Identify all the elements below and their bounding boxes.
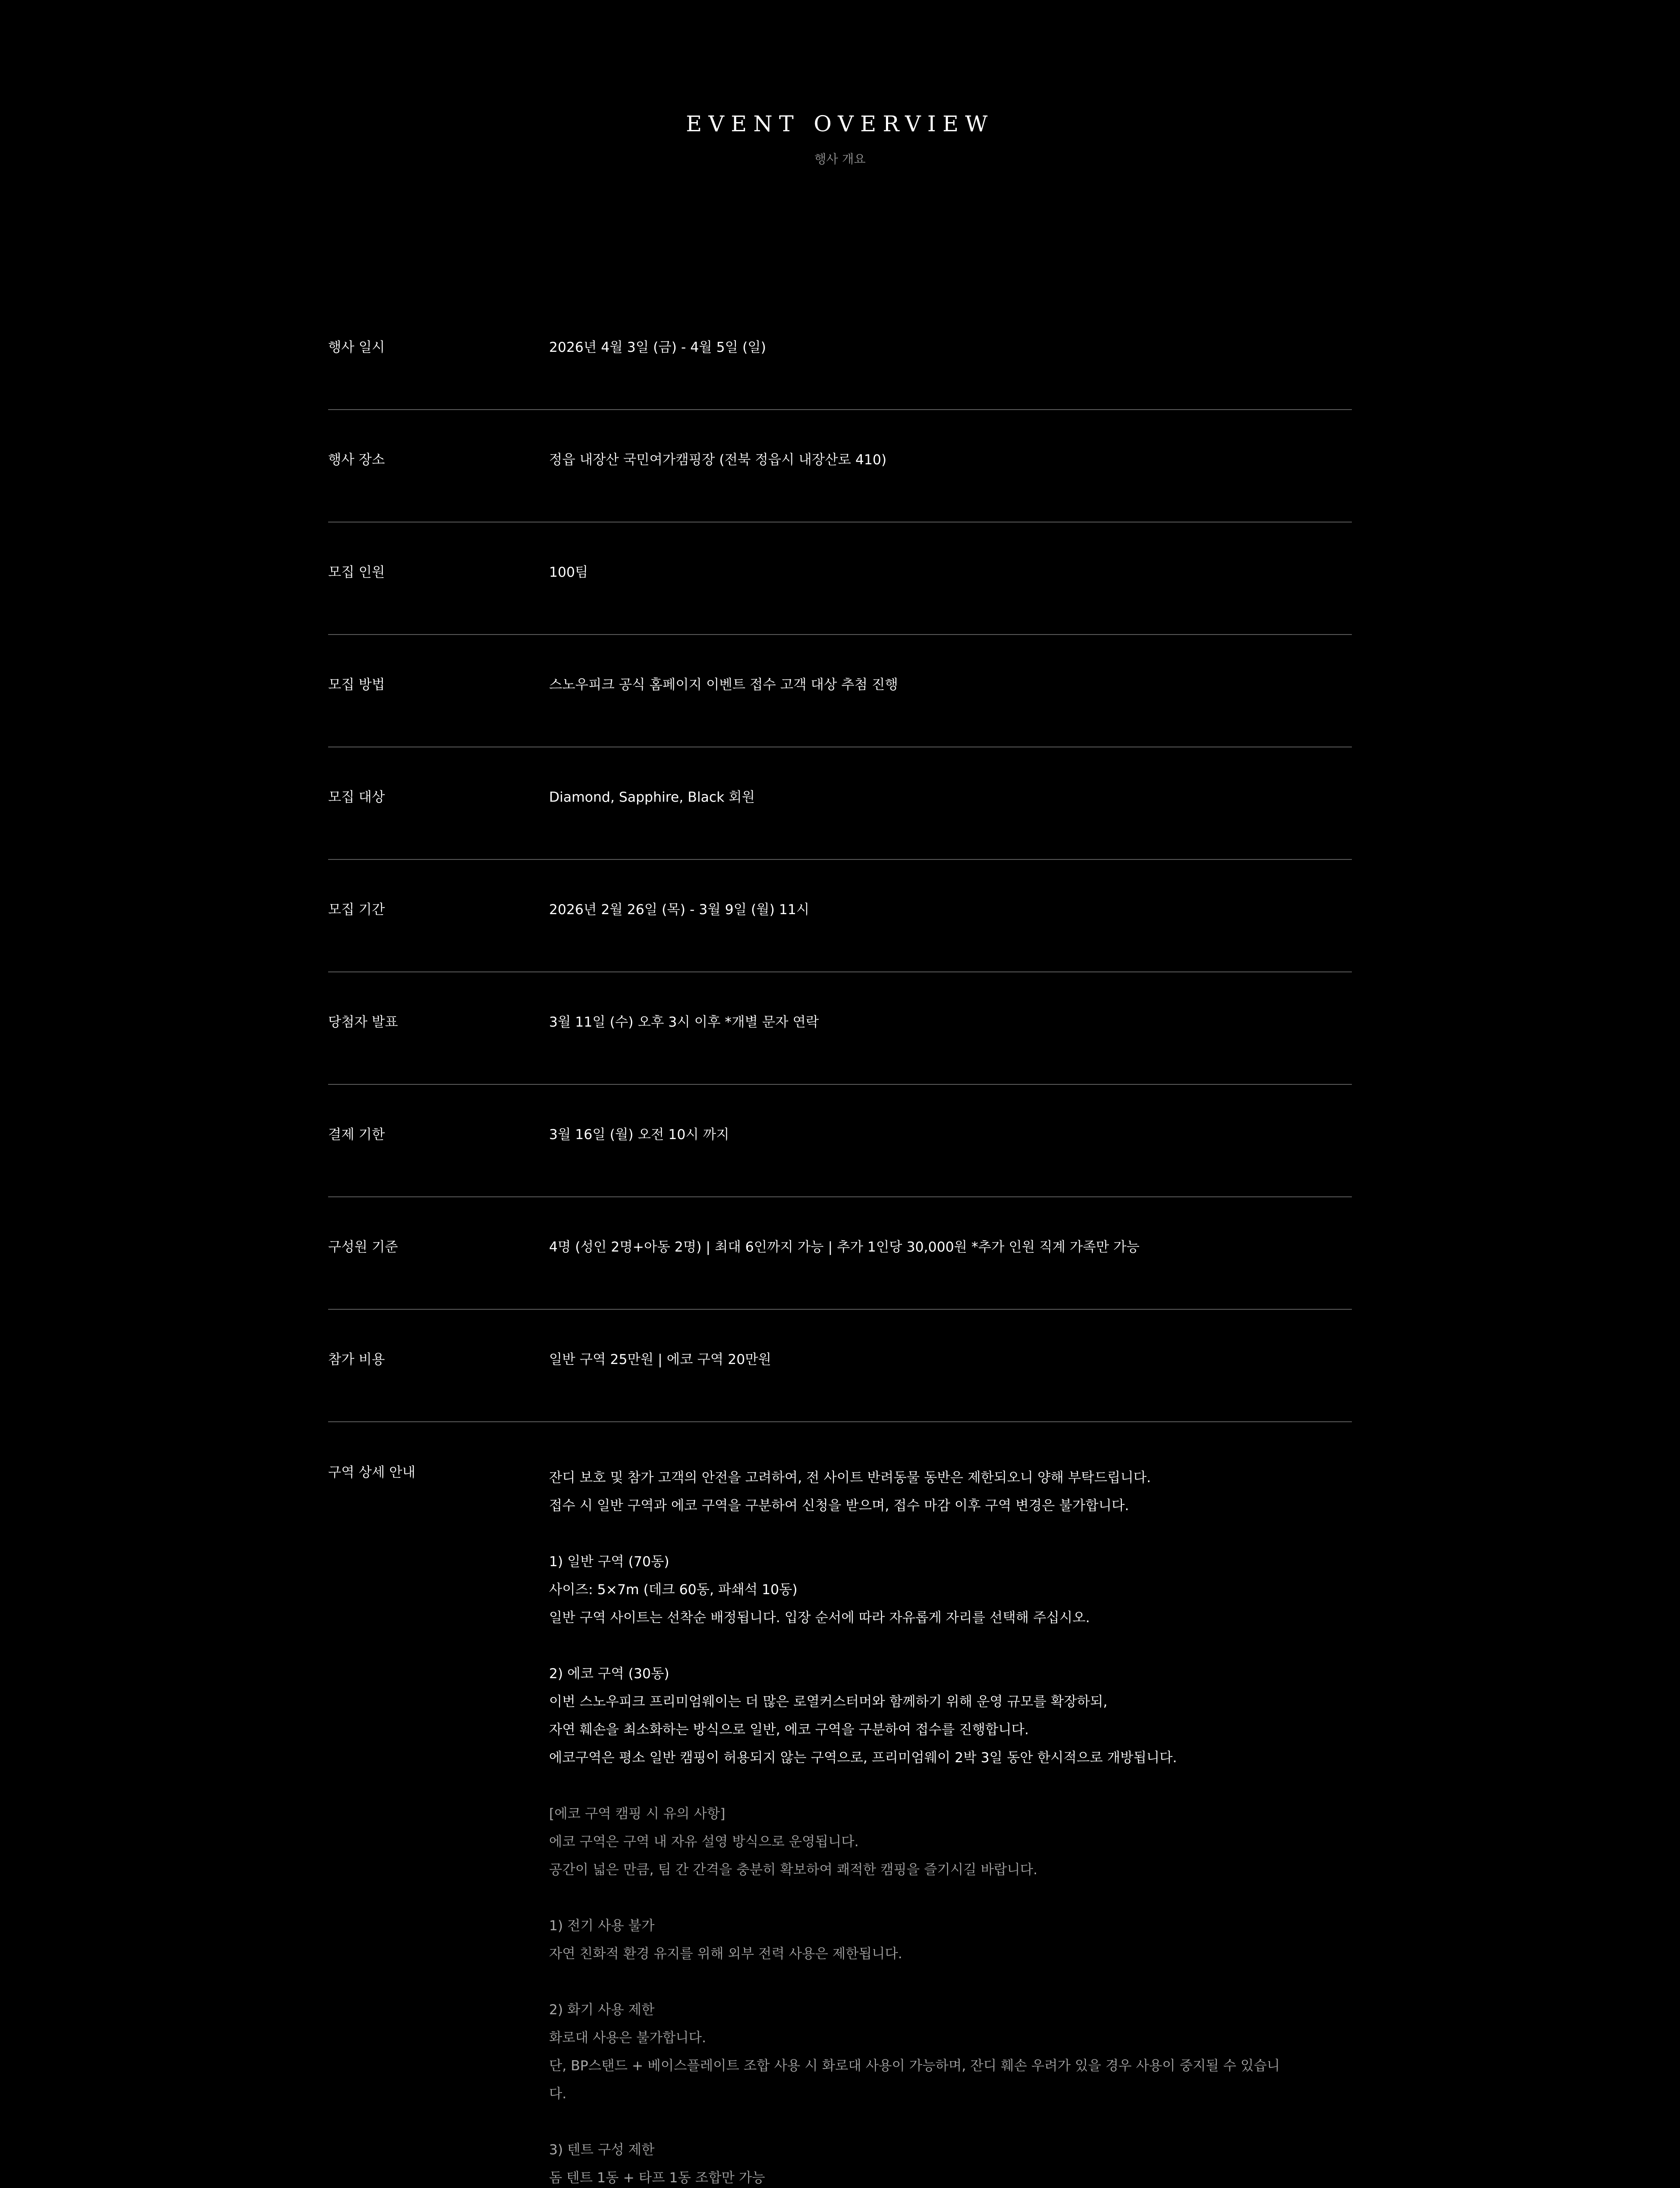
detail-line: 자연 친화적 환경 유지를 위해 외부 전력 사용은 제한됩니다. (549, 1946, 903, 1962)
detail-line: 에코구역은 평소 일반 캠핑이 허용되지 않는 구역으로, 프리미엄웨이 2박 3일 동안 한시적으로 개방됩니다. (549, 1750, 1177, 1766)
overview-row (328, 1085, 1352, 1197)
row-label: 결제 기한 (328, 1127, 385, 1143)
detail-line: 2) 화기 사용 제한 (549, 2002, 655, 2018)
detail-spacer (549, 1884, 1352, 1912)
overview-row (328, 860, 1352, 972)
detail-line: 일반 구역 사이트는 선착순 배정됩니다. 입장 순서에 따라 자유롭게 자리를 선택해 주십시오. (549, 1610, 1090, 1626)
row-label: 모집 인원 (328, 565, 385, 580)
row-value: 일반 구역 25만원 | 에코 구역 20만원 (549, 1352, 771, 1368)
overview-row (328, 1310, 1352, 1422)
row-label: 구성원 기준 (328, 1239, 398, 1255)
detail-content (549, 1464, 1352, 2188)
detail-spacer (549, 1520, 1352, 1548)
page-header (0, 109, 1680, 168)
detail-line: 3) 텐트 구성 제한 (549, 2142, 655, 2158)
row-value: 2026년 2월 26일 (목) - 3월 9일 (월) 11시 (549, 902, 809, 918)
row-label: 모집 대상 (328, 789, 385, 805)
detail-line: 이번 스노우피크 프리미엄웨이는 더 많은 로열커스터머와 함께하기 위해 운영 규모를 확장하되, (549, 1694, 1108, 1710)
detail-line: 자연 훼손을 최소화하는 방식으로 일반, 에코 구역을 구분하여 접수를 진행합니다. (549, 1722, 1029, 1738)
row-label: 당첨자 발표 (328, 1014, 398, 1030)
detail-line: 접수 시 일반 구역과 에코 구역을 구분하여 신청을 받으며, 접수 마감 이후 구역 변경은 불가합니다. (549, 1498, 1129, 1514)
overview-row (328, 1197, 1352, 1310)
detail-line: 1) 일반 구역 (70동) (549, 1554, 669, 1570)
detail-label: 구역 상세 안내 (328, 1465, 416, 1480)
detail-line: 에코 구역은 구역 내 자유 설영 방식으로 운영됩니다. (549, 1834, 859, 1850)
overview-row (328, 410, 1352, 522)
row-value: 3월 11일 (수) 오후 3시 이후 *개별 문자 연락 (549, 1014, 819, 1030)
overview-row (328, 635, 1352, 747)
overview-table (328, 298, 1352, 2188)
detail-spacer (549, 1968, 1352, 1996)
overview-row (328, 298, 1352, 410)
row-value: Diamond, Sapphire, Black 회원 (549, 789, 755, 805)
detail-line: 잔디 보호 및 참가 고객의 안전을 고려하여, 전 사이트 반려동물 동반은 제한되오니 양해 부탁드립니다. (549, 1470, 1151, 1486)
row-value: 2026년 4월 3일 (금) - 4월 5일 (일) (549, 340, 766, 355)
page-title: EVENT OVERVIEW (686, 111, 994, 137)
row-value: 3월 16일 (월) 오전 10시 까지 (549, 1127, 729, 1143)
row-label: 행사 일시 (328, 340, 385, 355)
row-value: 100팀 (549, 565, 588, 580)
page-subtitle: 행사 개요 (814, 152, 866, 166)
detail-row (328, 1464, 1352, 2188)
detail-line: 화로대 사용은 불가합니다. (549, 2030, 706, 2046)
detail-spacer (549, 2108, 1352, 2136)
detail-spacer (549, 1772, 1352, 1800)
row-value: 정읍 내장산 국민여가캠핑장 (전북 정읍시 내장산로 410) (549, 452, 887, 468)
detail-line: 1) 전기 사용 불가 (549, 1918, 655, 1934)
overview-row (328, 522, 1352, 635)
row-label: 행사 장소 (328, 452, 385, 468)
detail-line: 사이즈: 5×7m (데크 60동, 파쇄석 10동) (549, 1582, 798, 1598)
detail-line: 공간이 넓은 만큼, 팀 간 간격을 충분히 확보하여 쾌적한 캠핑을 즐기시길 바랍니다. (549, 1862, 1038, 1878)
overview-row (328, 747, 1352, 860)
row-value: 스노우피크 공식 홈페이지 이벤트 접수 고객 대상 추첨 진행 (549, 677, 898, 693)
detail-line: [에코 구역 캠핑 시 유의 사항] (549, 1806, 725, 1822)
detail-spacer (549, 1632, 1352, 1660)
detail-line: 돔 텐트 1동 + 타프 1동 조합만 가능 (549, 2170, 765, 2186)
row-label: 모집 방법 (328, 677, 385, 693)
row-label: 참가 비용 (328, 1352, 385, 1368)
row-label: 모집 기간 (328, 902, 385, 918)
row-value: 4명 (성인 2명+아동 2명) | 최대 6인까지 가능 | 추가 1인당 30,000원 *추가 인원 직계 가족만 가능 (549, 1239, 1140, 1255)
overview-row (328, 972, 1352, 1085)
detail-line: 다. (549, 2086, 567, 2102)
detail-line: 단, BP스탠드 + 베이스플레이트 조합 사용 시 화로대 사용이 가능하며, 잔디 훼손 우려가 있을 경우 사용이 중지될 수 있습니 (549, 2058, 1280, 2074)
detail-line: 2) 에코 구역 (30동) (549, 1666, 669, 1682)
